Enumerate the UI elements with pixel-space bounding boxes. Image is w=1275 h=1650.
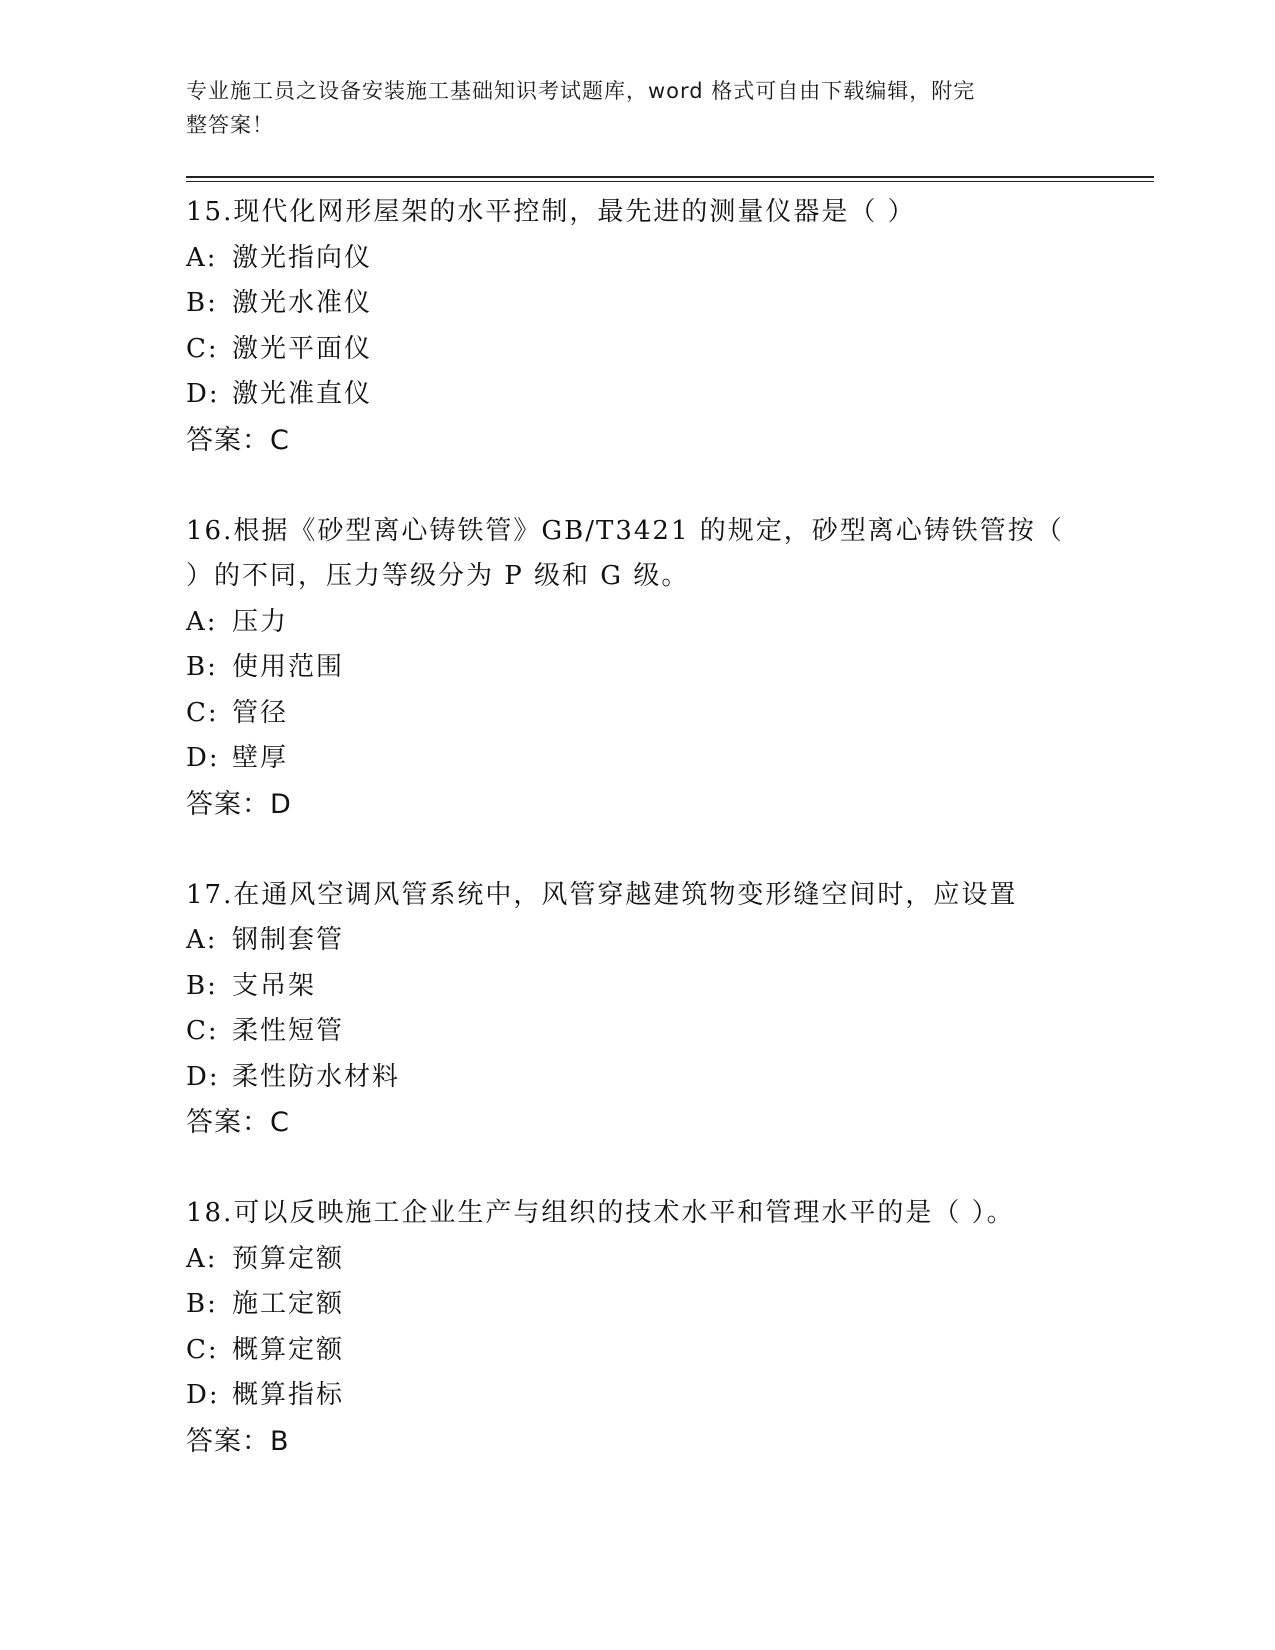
option-b	[186, 645, 1086, 691]
option-text: 预算定额	[232, 1243, 345, 1274]
option-c	[186, 1009, 1086, 1055]
question-stem: 18.可以反映施工企业生产与组织的技术水平和管理水平的是（ ）。	[186, 1198, 1015, 1228]
header-line-2: 整答案！	[186, 113, 274, 137]
option-text: 施工定额	[232, 1289, 345, 1319]
answer-line: 答案：B	[186, 1425, 290, 1457]
option-d	[186, 372, 1086, 418]
question-block	[186, 873, 1086, 1147]
header-divider-thick	[186, 176, 1154, 178]
option-text: 壁厚	[232, 743, 289, 773]
option-letter: B:	[186, 970, 218, 1001]
header-line-1: 专业施工员之设备安装施工基础知识考试题库，word 格式可自由下载编辑，附完	[186, 79, 976, 103]
option-letter: A:	[186, 606, 218, 637]
option-letter: B:	[186, 288, 218, 318]
option-b	[186, 964, 1086, 1010]
option-a	[186, 918, 1086, 964]
option-a	[186, 600, 1086, 646]
option-text: 钢制套管	[232, 925, 345, 955]
question-block	[186, 509, 1086, 828]
option-c	[186, 691, 1086, 737]
answer-line: 答案：D	[186, 788, 292, 820]
option-letter: C:	[186, 333, 219, 364]
option-letter: A:	[186, 242, 218, 273]
option-letter: A:	[186, 925, 218, 955]
option-letter: D:	[186, 1061, 220, 1092]
question-block	[186, 1191, 1086, 1465]
option-text: 激光水准仪	[232, 288, 373, 318]
option-letter: A:	[186, 1243, 218, 1274]
option-b	[186, 281, 1086, 327]
option-c	[186, 327, 1086, 373]
option-d	[186, 736, 1086, 782]
option-text: 柔性防水材料	[232, 1061, 401, 1092]
question-stem: 15.现代化网形屋架的水平控制，最先进的测量仪器是（ ）	[186, 197, 916, 227]
option-letter: D:	[186, 743, 220, 773]
option-text: 概算定额	[232, 1334, 345, 1365]
option-letter: C:	[186, 697, 219, 728]
option-letter: D:	[186, 379, 220, 409]
option-text: 管径	[232, 697, 289, 728]
question-stem-continued: ）的不同，压力等级分为 P 级和 G 级。	[186, 561, 690, 591]
answer-line: 答案：C	[186, 1107, 290, 1138]
option-text: 压力	[232, 606, 289, 637]
question-list	[186, 190, 1086, 1510]
question-stem: 16.根据《砂型离心铸铁管》GB/T3421 的规定，砂型离心铸铁管按（	[186, 515, 1064, 546]
option-c	[186, 1328, 1086, 1374]
option-letter: B:	[186, 652, 218, 682]
question-block	[186, 190, 1086, 464]
option-a	[186, 236, 1086, 282]
answer-line: 答案：C	[186, 424, 290, 456]
option-d	[186, 1373, 1086, 1419]
option-text: 概算指标	[232, 1380, 345, 1410]
option-letter: C:	[186, 1334, 219, 1365]
header-divider-thin	[186, 181, 1154, 182]
document-header	[186, 74, 1066, 142]
option-text: 柔性短管	[232, 1016, 345, 1046]
option-letter: D:	[186, 1380, 220, 1410]
question-stem: 17.在通风空调风管系统中，风管穿越建筑物变形缝空间时，应设置	[186, 879, 1018, 910]
option-text: 激光指向仪	[232, 242, 373, 273]
option-letter: C:	[186, 1016, 219, 1046]
option-text: 支吊架	[232, 970, 317, 1001]
option-b	[186, 1282, 1086, 1328]
option-d	[186, 1055, 1086, 1101]
option-text: 激光准直仪	[232, 379, 373, 409]
option-letter: B:	[186, 1289, 218, 1319]
option-text: 激光平面仪	[232, 333, 373, 364]
option-text: 使用范围	[232, 652, 345, 682]
option-a	[186, 1237, 1086, 1283]
